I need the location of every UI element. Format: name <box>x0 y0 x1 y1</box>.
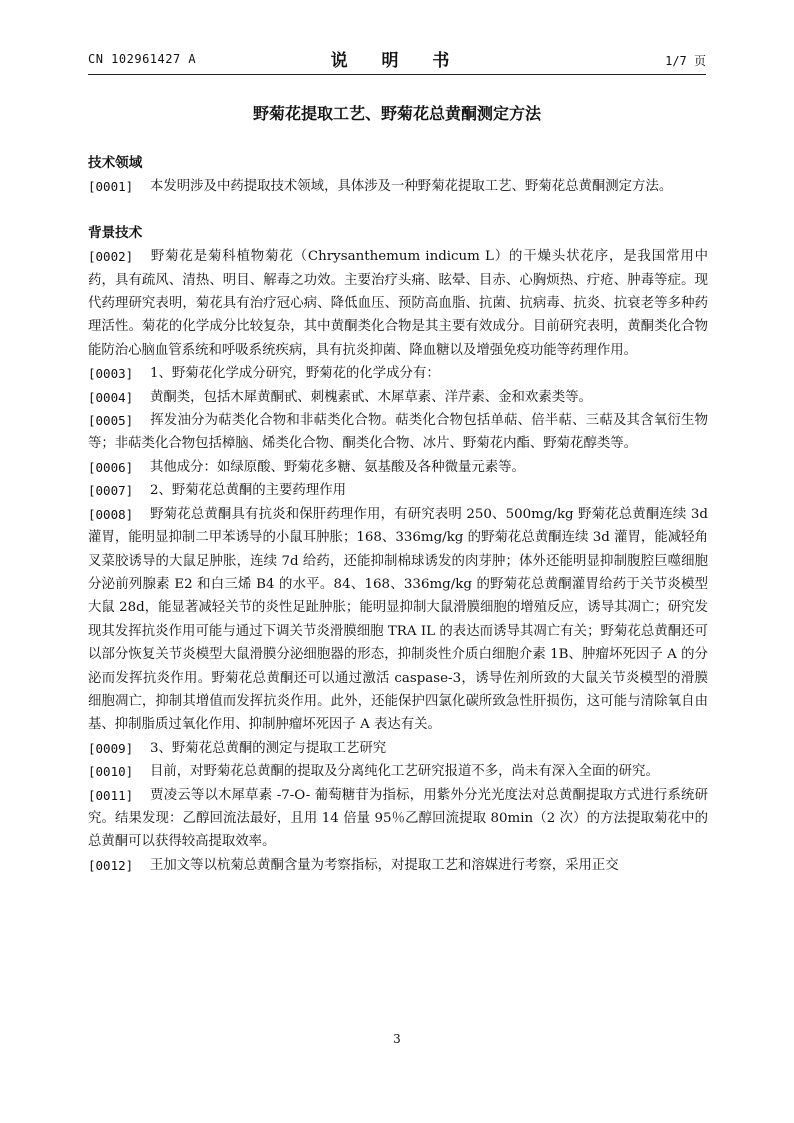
section-heading: 背景技术 <box>88 224 143 241</box>
paragraph <box>88 479 708 502</box>
document-type: 说 明 书 <box>330 51 464 71</box>
paragraph-text: 1、野菊花化学成分研究，野菊花的化学成分有： <box>150 366 440 382</box>
page-number: 3 <box>393 1032 401 1046</box>
paragraph <box>88 245 708 362</box>
paragraph <box>88 760 708 783</box>
paragraph <box>88 784 708 854</box>
document-body <box>88 152 708 901</box>
paragraph-number: [0010] <box>88 764 134 780</box>
section-heading: 技术领域 <box>88 155 143 171</box>
paragraph-number: [0004] <box>88 389 134 405</box>
page-header <box>88 46 706 72</box>
paragraph <box>88 175 708 198</box>
paragraph-number: [0011] <box>88 787 134 803</box>
paragraph <box>88 362 708 385</box>
paragraph <box>88 854 708 877</box>
paragraph <box>88 737 708 760</box>
paragraph-text: 目前，对野菊花总黄酮的提取及分离纯化工艺研究报道不多，尚未有深入全面的研究。 <box>150 764 659 780</box>
paragraph <box>88 386 708 409</box>
paragraph-number: [0005] <box>88 413 134 429</box>
paragraph-number: [0009] <box>88 740 134 756</box>
paragraph-text: 野菊花总黄酮具有抗炎和保肝药理作用，有研究表明 250、500mg/kg 野菊花总黄酮连续 3d 灌胃，能明显抑制二甲苯诱导的小鼠耳肿胀；168、336mg/kg 的野菊花总黄酮连续 3d 灌胃，能减轻角叉菜胶诱导的大鼠足肿胀，连续 7d 给药，还能抑制棉球诱发的肉芽肿；体外还能明显抑制腹腔巨噬细胞分泌前列腺素 E2 和白三烯 B4 的水平。84、168、336mg/kg 的野菊花总黄酮灌胃给药于关节炎模型大鼠 28d，能显著减轻关节的炎性足趾肿胀；能明显抑制大鼠滑膜细胞的增殖反应，诱导其凋亡；研究发现其发挥抗炎作用可能与通过下调关节炎滑膜细胞 TRA IL 的表达而诱导其凋亡有关；野菊花总黄酮还可以部分恢复关节炎模型大鼠滑膜分泌细胞器的形态，抑制炎性介质白细胞介素 1B、肿瘤坏死因子 A 的分泌而发挥抗炎作用。野菊花总黄酮还可以通过激活 caspase-3，诱导佐剂所致的大鼠关节炎模型的滑膜细胞凋亡，抑制其增值而发挥抗炎作用。此外，还能保护四氯化碳所致急性肝损伤，这可能与清除氧自由基、抑制脂质过氧化作用、抑制肿瘤坏死因子 A 表达有关。 <box>88 506 708 733</box>
paragraph <box>88 456 708 479</box>
paragraph-text: 挥发油分为萜类化合物和非萜类化合物。萜类化合物包括单萜、倍半萜、三萜及其含氧衍生物等；非萜类化合物包括樟脑、烯类化合物、酮类化合物、冰片、野菊花内酯、野菊花醇类等。 <box>88 413 708 452</box>
paragraph-text: 黄酮类，包括木犀黄酮甙、刺槐素甙、木犀草素、洋芹素、金和欢素类等。 <box>150 389 592 405</box>
paragraph-text: 3、野菊花总黄酮的测定与提取工艺研究 <box>150 740 387 756</box>
paragraph-text: 野菊花是菊科植物菊花（Chrysanthemum indicum L）的干燥头状花序，是我国常用中药，具有疏风、清热、明目、解毒之功效。主要治疗头痛、眩晕、目赤、心胸烦热、疔疮、肿毒等症。现代药理研究表明，菊花具有治疗冠心病、降低血压、预防高血脂、抗菌、抗病毒、抗炎、抗衰老等多种药理活性。菊花的化学成分比较复杂，其中黄酮类化合物是其主要有效成分。目前研究表明，黄酮类化合物能防治心脑血管系统和呼吸系统疾病，具有抗炎抑菌、降血糖以及增强免疫功能等药理作用。 <box>88 249 708 358</box>
paragraph-number: [0008] <box>88 506 134 522</box>
publication-number: CN 102961427 A <box>88 52 197 66</box>
header-rule <box>88 74 706 75</box>
paragraph <box>88 877 708 900</box>
paragraph-text: 其他成分：如绿原酸、野菊花多糖、氨基酸及各种微量元素等。 <box>150 459 525 475</box>
paragraph-number: [0012] <box>88 857 134 873</box>
page-indicator: 1/7 页 <box>665 54 706 68</box>
paragraph-text: 2、野菊花总黄酮的主要药理作用 <box>150 483 346 499</box>
paragraph <box>88 503 708 737</box>
paragraph-number: [0002] <box>88 249 134 265</box>
paragraph-text: 本发明涉及中药提取技术领域，具体涉及一种野菊花提取工艺、野菊花总黄酮测定方法。 <box>150 179 673 195</box>
paragraph-number: [0003] <box>88 366 134 382</box>
paragraph-number: [0006] <box>88 459 134 475</box>
document-title: 野菊花提取工艺、野菊花总黄酮测定方法 <box>252 104 541 123</box>
paragraph-number: [0001] <box>88 179 134 195</box>
paragraph-number: [0007] <box>88 483 134 499</box>
paragraph <box>88 409 708 456</box>
paragraph-text: 贾凌云等以木犀草素 -7-O- 葡萄糖苷为指标，用紫外分光光度法对总黄酮提取方式进行系统研究。结果发现：乙醇回流法最好，且用 14 倍量 95％乙醇回流提取 80min（2 次）的方法提取菊花中的总黄酮可以获得较高提取效率。 <box>88 787 708 850</box>
paragraph-text: 王加文等以杭菊总黄酮含量为考察指标，对提取工艺和溶媒进行考察，采用正交 <box>150 857 619 873</box>
